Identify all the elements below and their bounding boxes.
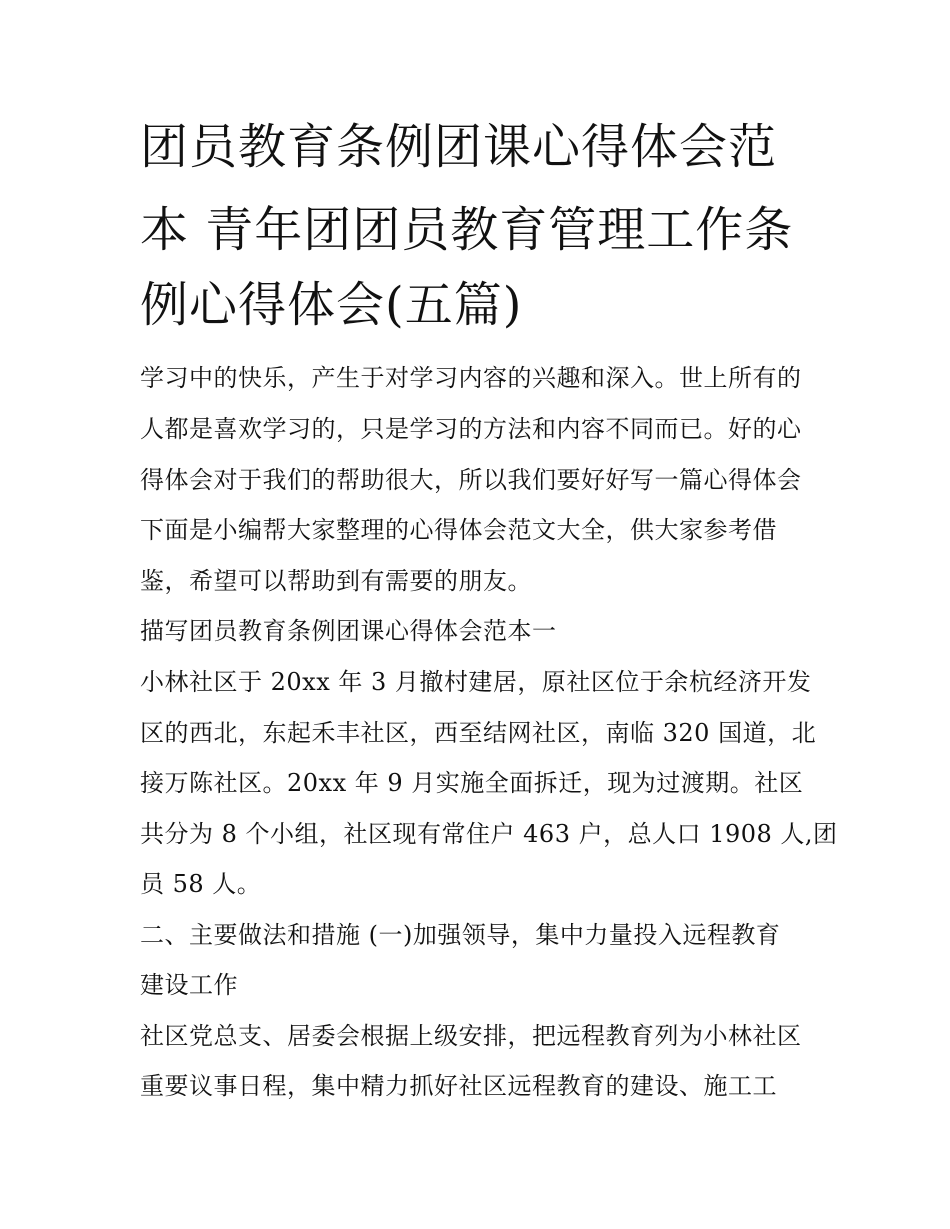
section-heading-2: 二、主要做法和措施 (一)加强领导，集中力量投入远程教育 xyxy=(140,921,781,949)
body-line-15: 重要议事日程，集中精力抓好社区远程教育的建设、施工工 xyxy=(140,1072,777,1100)
body-line-9: 接万陈社区。20xx 年 9 月实施全面拆迁，现为过渡期。社区 xyxy=(140,769,804,797)
body-line-11: 员 58 人。 xyxy=(140,870,262,898)
section-heading-1: 描写团员教育条例团课心得体会范本一 xyxy=(140,617,557,645)
body-line-1: 学习中的快乐，产生于对学习内容的兴趣和深入。世上所有的 xyxy=(140,364,802,392)
body-line-13: 建设工作 xyxy=(140,971,238,999)
document-title-line-2: 本 青年团团员教育管理工作条 xyxy=(140,202,794,258)
document-title-line-3: 例心得体会(五篇) xyxy=(140,277,523,333)
body-line-3: 得体会对于我们的帮助很大，所以我们要好好写一篇心得体会 xyxy=(140,466,802,494)
body-line-5: 鉴，希望可以帮助到有需要的朋友。 xyxy=(140,567,532,595)
body-line-8: 区的西北，东起禾丰社区，西至结网社区，南临 320 国道，北 xyxy=(140,719,817,747)
document-title-line-1: 团员教育条例团课心得体会范 xyxy=(140,119,778,175)
body-line-7: 小林社区于 20xx 年 3 月撤村建居，原社区位于余杭经济开发 xyxy=(140,668,812,696)
body-line-10: 共分为 8 个小组，社区现有常住户 463 户，总人口 1908 人,团 xyxy=(140,820,838,848)
body-line-14: 社区党总支、居委会根据上级安排，把远程教育列为小林社区 xyxy=(140,1022,802,1050)
body-line-4: 下面是小编帮大家整理的心得体会范文大全，供大家参考借 xyxy=(140,516,777,544)
body-line-2: 人都是喜欢学习的，只是学习的方法和内容不同而已。好的心 xyxy=(140,415,802,443)
